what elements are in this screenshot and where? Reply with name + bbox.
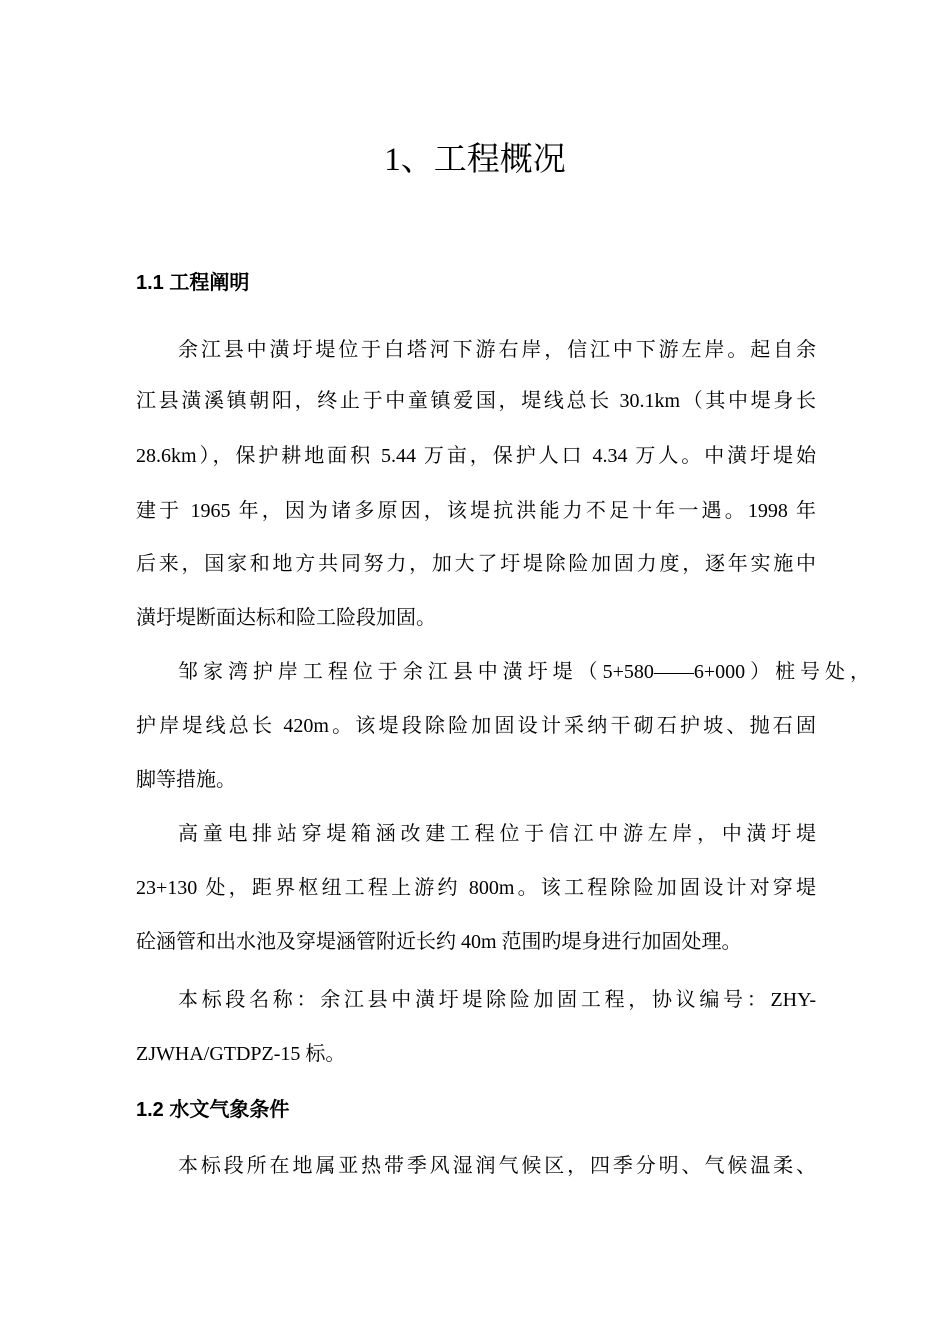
page-title: 1、工程概况	[384, 142, 566, 178]
paragraph-line: 脚等措施。	[136, 769, 236, 791]
paragraph-line: 砼涵管和出水池及穿堤涵管附近长约 40m 范围旳堤身进行加固处理。	[136, 931, 742, 953]
paragraph-line: 后来，国家和地方共同努力，加大了圩堤除险加固力度，逐年实施中	[136, 553, 816, 575]
section-heading-1-1: 1.1 工程阐明	[136, 272, 250, 294]
paragraph-line: 28.6km），保护耕地面积 5.44 万亩，保护人口 4.34 万人。中潢圩堤始	[136, 445, 816, 467]
paragraph-line: 护岸堤线总长 420m。该堤段除险加固设计采纳干砌石护坡、抛石固	[136, 715, 816, 737]
section-heading-1-2: 1.2 水文气象条件	[136, 1099, 290, 1121]
paragraph-line: 本标段名称：余江县中潢圩堤除险加固工程，协议编号：ZHY-	[178, 989, 816, 1011]
paragraph-line: 23+130 处，距界枢纽工程上游约 800m。该工程除险加固设计对穿堤	[136, 877, 816, 899]
paragraph-line: 邹家湾护岸工程位于余江县中潢圩堤（5+580——6+000）桩号处，	[178, 661, 870, 683]
paragraph-line: 建于 1965 年，因为诸多原因，该堤抗洪能力不足十年一遇。1998 年	[136, 500, 816, 522]
paragraph-line: 江县潢溪镇朝阳，终止于中童镇爱国，堤线总长 30.1km（其中堤身长	[136, 390, 816, 412]
paragraph-line: 潢圩堤断面达标和险工险段加固。	[136, 607, 436, 629]
paragraph-line: 高童电排站穿堤箱涵改建工程位于信江中游左岸，中潢圩堤	[178, 823, 816, 845]
paragraph-line: ZJWHA/GTDPZ-15 标。	[136, 1043, 346, 1065]
paragraph-line: 余江县中潢圩堤位于白塔河下游右岸，信江中下游左岸。起自余	[178, 339, 816, 361]
paragraph-line: 本标段所在地属亚热带季风湿润气候区，四季分明、气候温柔、	[178, 1155, 816, 1177]
